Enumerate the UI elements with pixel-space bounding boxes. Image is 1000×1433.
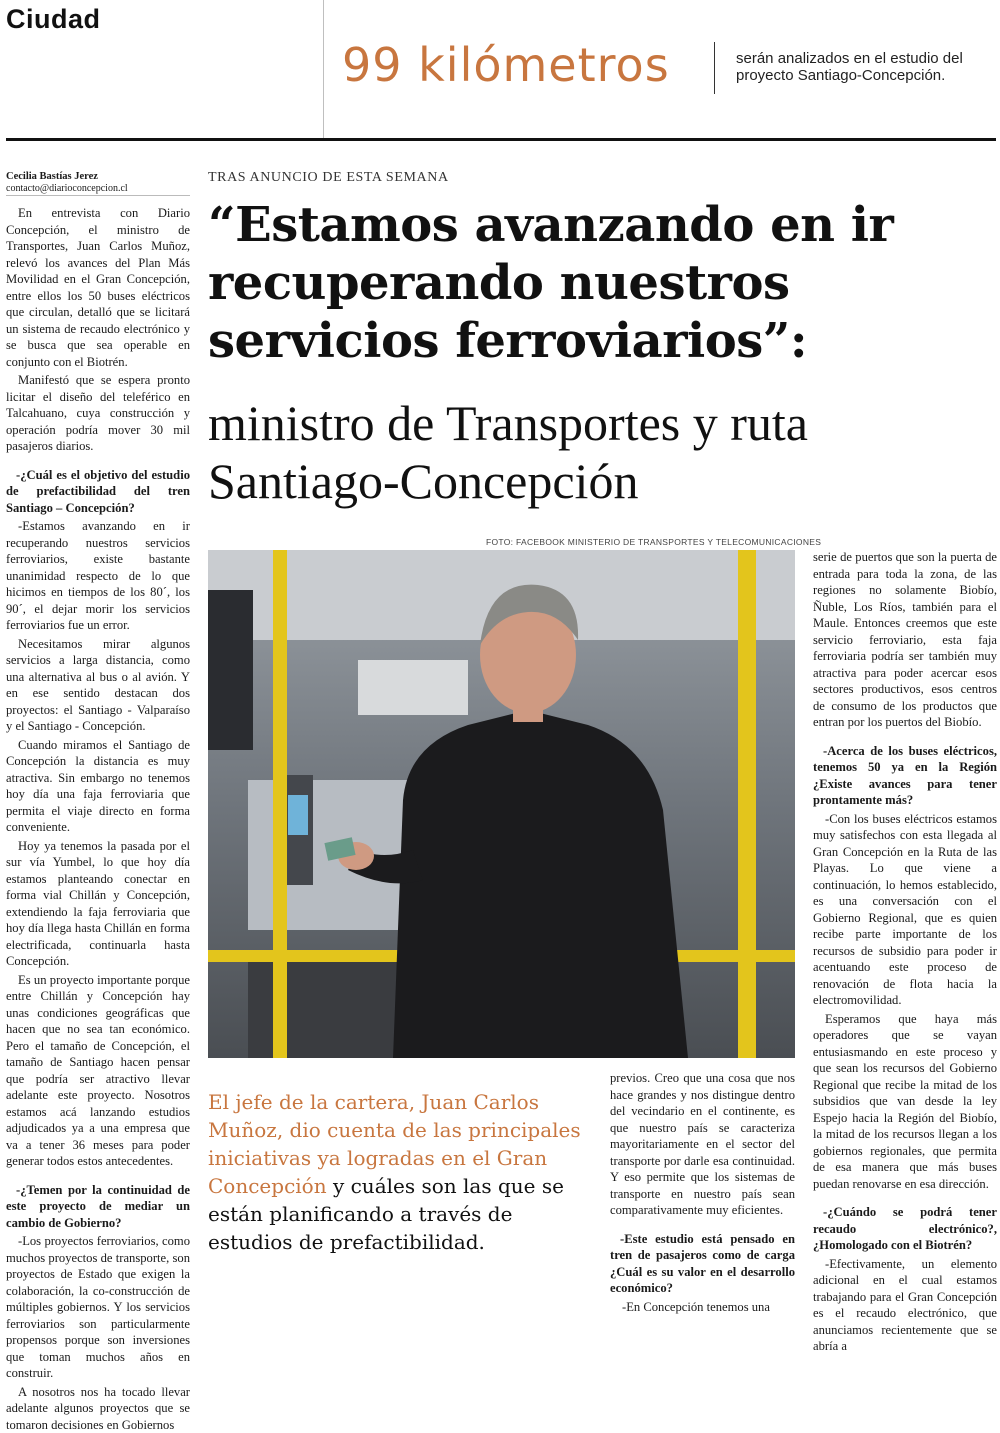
pole-left (273, 550, 287, 1058)
article-paragraph: -Los proyectos ferroviarios, como muchos proyectos de transporte, son proyectos de Estado que exigen la colaboración, la co-construcción de múltiples gobiernos. Y los servicios ferroviarios son particularmente propensos porque son inversiones que toman muchos años en construir. (6, 1233, 190, 1382)
article-paragraph: -Con los buses eléctricos estamos muy satisfechos con esta llegada al Gran Concepción en la Ruta de las Playas. Lo que viene a continuación, lo hemos establecido, es una conversación con el Gobierno Regional, que es quien recibe parte importante de los recursos de subsidio para poder ir acentuando este proceso de renovación de flota hacia la electromovilidad. (813, 811, 997, 1009)
pull-quote-rest: y cuáles son las que se están planificando a través de estudios de prefactibilidad. (208, 1174, 564, 1254)
article-column-1 (6, 205, 190, 1325)
article-paragraph: En entrevista con Diario Concepción, el ministro de Transportes, Juan Carlos Muñoz, relevó los avances del Plan Más Movilidad en el Gran Concepción, entre ellos los 50 buses eléctricos que circulan, detalló que se licitará un sistema de recaudo electrónico y se busca que sea operable en conjunto con el Biotrén. (6, 205, 190, 370)
author-name: Cecilia Bastías Jerez (6, 171, 190, 183)
reader-screen (288, 795, 308, 835)
article-paragraph: -Estamos avanzando en ir recuperando nuestros servicios ferroviarios, existe bastante unanimidad respecto de lo que hicimos en tiempos de los 80´, los 90´, el dejar morir los servicios ferroviarios fue un error. (6, 518, 190, 634)
monitor (208, 590, 253, 750)
article-column-2 (610, 1070, 795, 1329)
pull-quote-highlight: El jefe de la cartera, Juan Carlos Muñoz, dio cuenta de las principales iniciativas ya logradas en el Gran Concepción (208, 1090, 581, 1198)
subheadline: ministro de Transportes y ruta Santiago-Concepción (208, 394, 998, 510)
interview-question: -¿Cuál es el objetivo del estudio de prefactibilidad del tren Santiago – Concepción? (6, 467, 190, 517)
author-email[interactable]: contacto@diarioconcepcion.cl (6, 183, 190, 194)
article-paragraph: serie de puertos que son la puerta de entrada para toda la zona, de las regiones no solamente Biobío, Ñuble, Los Ríos, también para el Maule. Entonces creemos que este servicio ferroviario, esta faja ferroviaria podría ser también muy atractiva para poder acercar esos sectores productivos, esos centros de consumo de los productos que entran por los puertos del Biobío. (813, 549, 997, 731)
article-column-3 (813, 549, 997, 1329)
headline: “Estamos avanzando en ir recuperando nuestros servicios ferroviarios”: (208, 196, 998, 370)
photo-credit: FOTO: FACEBOOK MINISTERIO DE TRANSPORTES Y TELECOMUNICACIONES (486, 537, 821, 547)
section-label: Ciudad (6, 4, 101, 35)
article-photo (208, 550, 795, 1058)
article-paragraph: Esperamos que haya más operadores que se vayan entusiasmando en este proceso y que sean los recursos del Gobierno Regional que recibe la mitad de los subsidios que van desde la ley Espejo hacia la Región del Biobío, la mitad de los recursos llegan a los gobiernos regionales, que permita de esa manera que más buses puedan renovarse en esa dirección. (813, 1011, 997, 1193)
article-paragraph: previos. Creo que una cosa que nos hace grandes y nos distingue dentro del vecindario en el continente, es que nuestro país se caracteriza mayoritariamente en el sector del transporte por darle esa continuidad. Y eso permite que los sistemas de transporte en nuestro país sean comparativamente muy eficientes. (610, 1070, 795, 1219)
header-rule (6, 138, 996, 141)
interview-question: -Este estudio está pensado en tren de pasajeros como de carga ¿Cuál es su valor en el desarrollo económico? (610, 1231, 795, 1297)
interview-question: -¿Cuándo se podrá tener recaudo electrónico?, ¿Homologado con el Biotrén? (813, 1204, 997, 1254)
header-divider (323, 0, 324, 138)
byline-rule (6, 195, 190, 196)
article-paragraph: A nosotros nos ha tocado llevar adelante algunos proyectos que se tomaron decisiones en Gobiernos (6, 1384, 190, 1433)
stat-divider (714, 42, 715, 94)
photo-illustration (208, 550, 795, 1058)
article-paragraph: Es un proyecto importante porque entre Chillán y Concepción hay unas condiciones geográficas que hacen que no sea tan económico. Pero el tamaño de Concepción, el tamaño de Santiago hacen pensar que podría ser atractivo llevar adelante este proyecto. Nosotros estamos acá lanzando estudios adjudicados ya a una empresa que va a tener 36 meses para poder generar todos estos antecedentes. (6, 972, 190, 1170)
interview-question: -Acerca de los buses eléctricos, tenemos 50 ya en la Región ¿Existe avances para tener prontamente más? (813, 743, 997, 809)
stat-number: 99 kilómetros (342, 38, 670, 92)
person-neck (513, 700, 543, 722)
sign-panel (358, 660, 468, 715)
interview-question: -¿Temen por la continuidad de este proyecto de mediar un cambio de Gobierno? (6, 1182, 190, 1232)
pull-quote (208, 1088, 598, 1256)
kicker: TRAS ANUNCIO DE ESTA SEMANA (208, 170, 449, 186)
article-paragraph: Manifestó que se espera pronto licitar el diseño del teleférico en Talcahuano, cuya construcción y operación podría mover 30 mil pasajeros diarios. (6, 372, 190, 455)
article-paragraph: -Efectivamente, un elemento adicional en el cual estamos trabajando para el Gran Concepción es el recaudo electrónico, que anunciamos recientemente que se abría a (813, 1256, 997, 1355)
byline (6, 171, 190, 194)
pole-right (738, 550, 756, 1058)
article-paragraph: Hoy ya tenemos la pasada por el sur vía Yumbel, lo que hoy día estamos planteando conectar en forma vial Chillán y Concepción, extendiendo la faja ferroviaria que hoy día llega hasta Chillán en forma electrificada, continuarla hasta Concepción. (6, 838, 190, 970)
article-paragraph: Necesitamos mirar algunos servicios a larga distancia, como una alternativa al bus o al avión. Y en ese sentido destacan dos proyectos: el Santiago - Valparaíso y el Santiago - Concepción. (6, 636, 190, 735)
article-paragraph: -En Concepción tenemos una (610, 1299, 795, 1316)
stat-description: serán analizados en el estudio del proyecto Santiago-Concepción. (736, 50, 996, 84)
article-paragraph: Cuando miramos el Santiago de Concepción la distancia es muy atractiva. Sin embargo no tenemos hoy día una faja ferroviaria que permita el viaje directo en forma conveniente. (6, 737, 190, 836)
